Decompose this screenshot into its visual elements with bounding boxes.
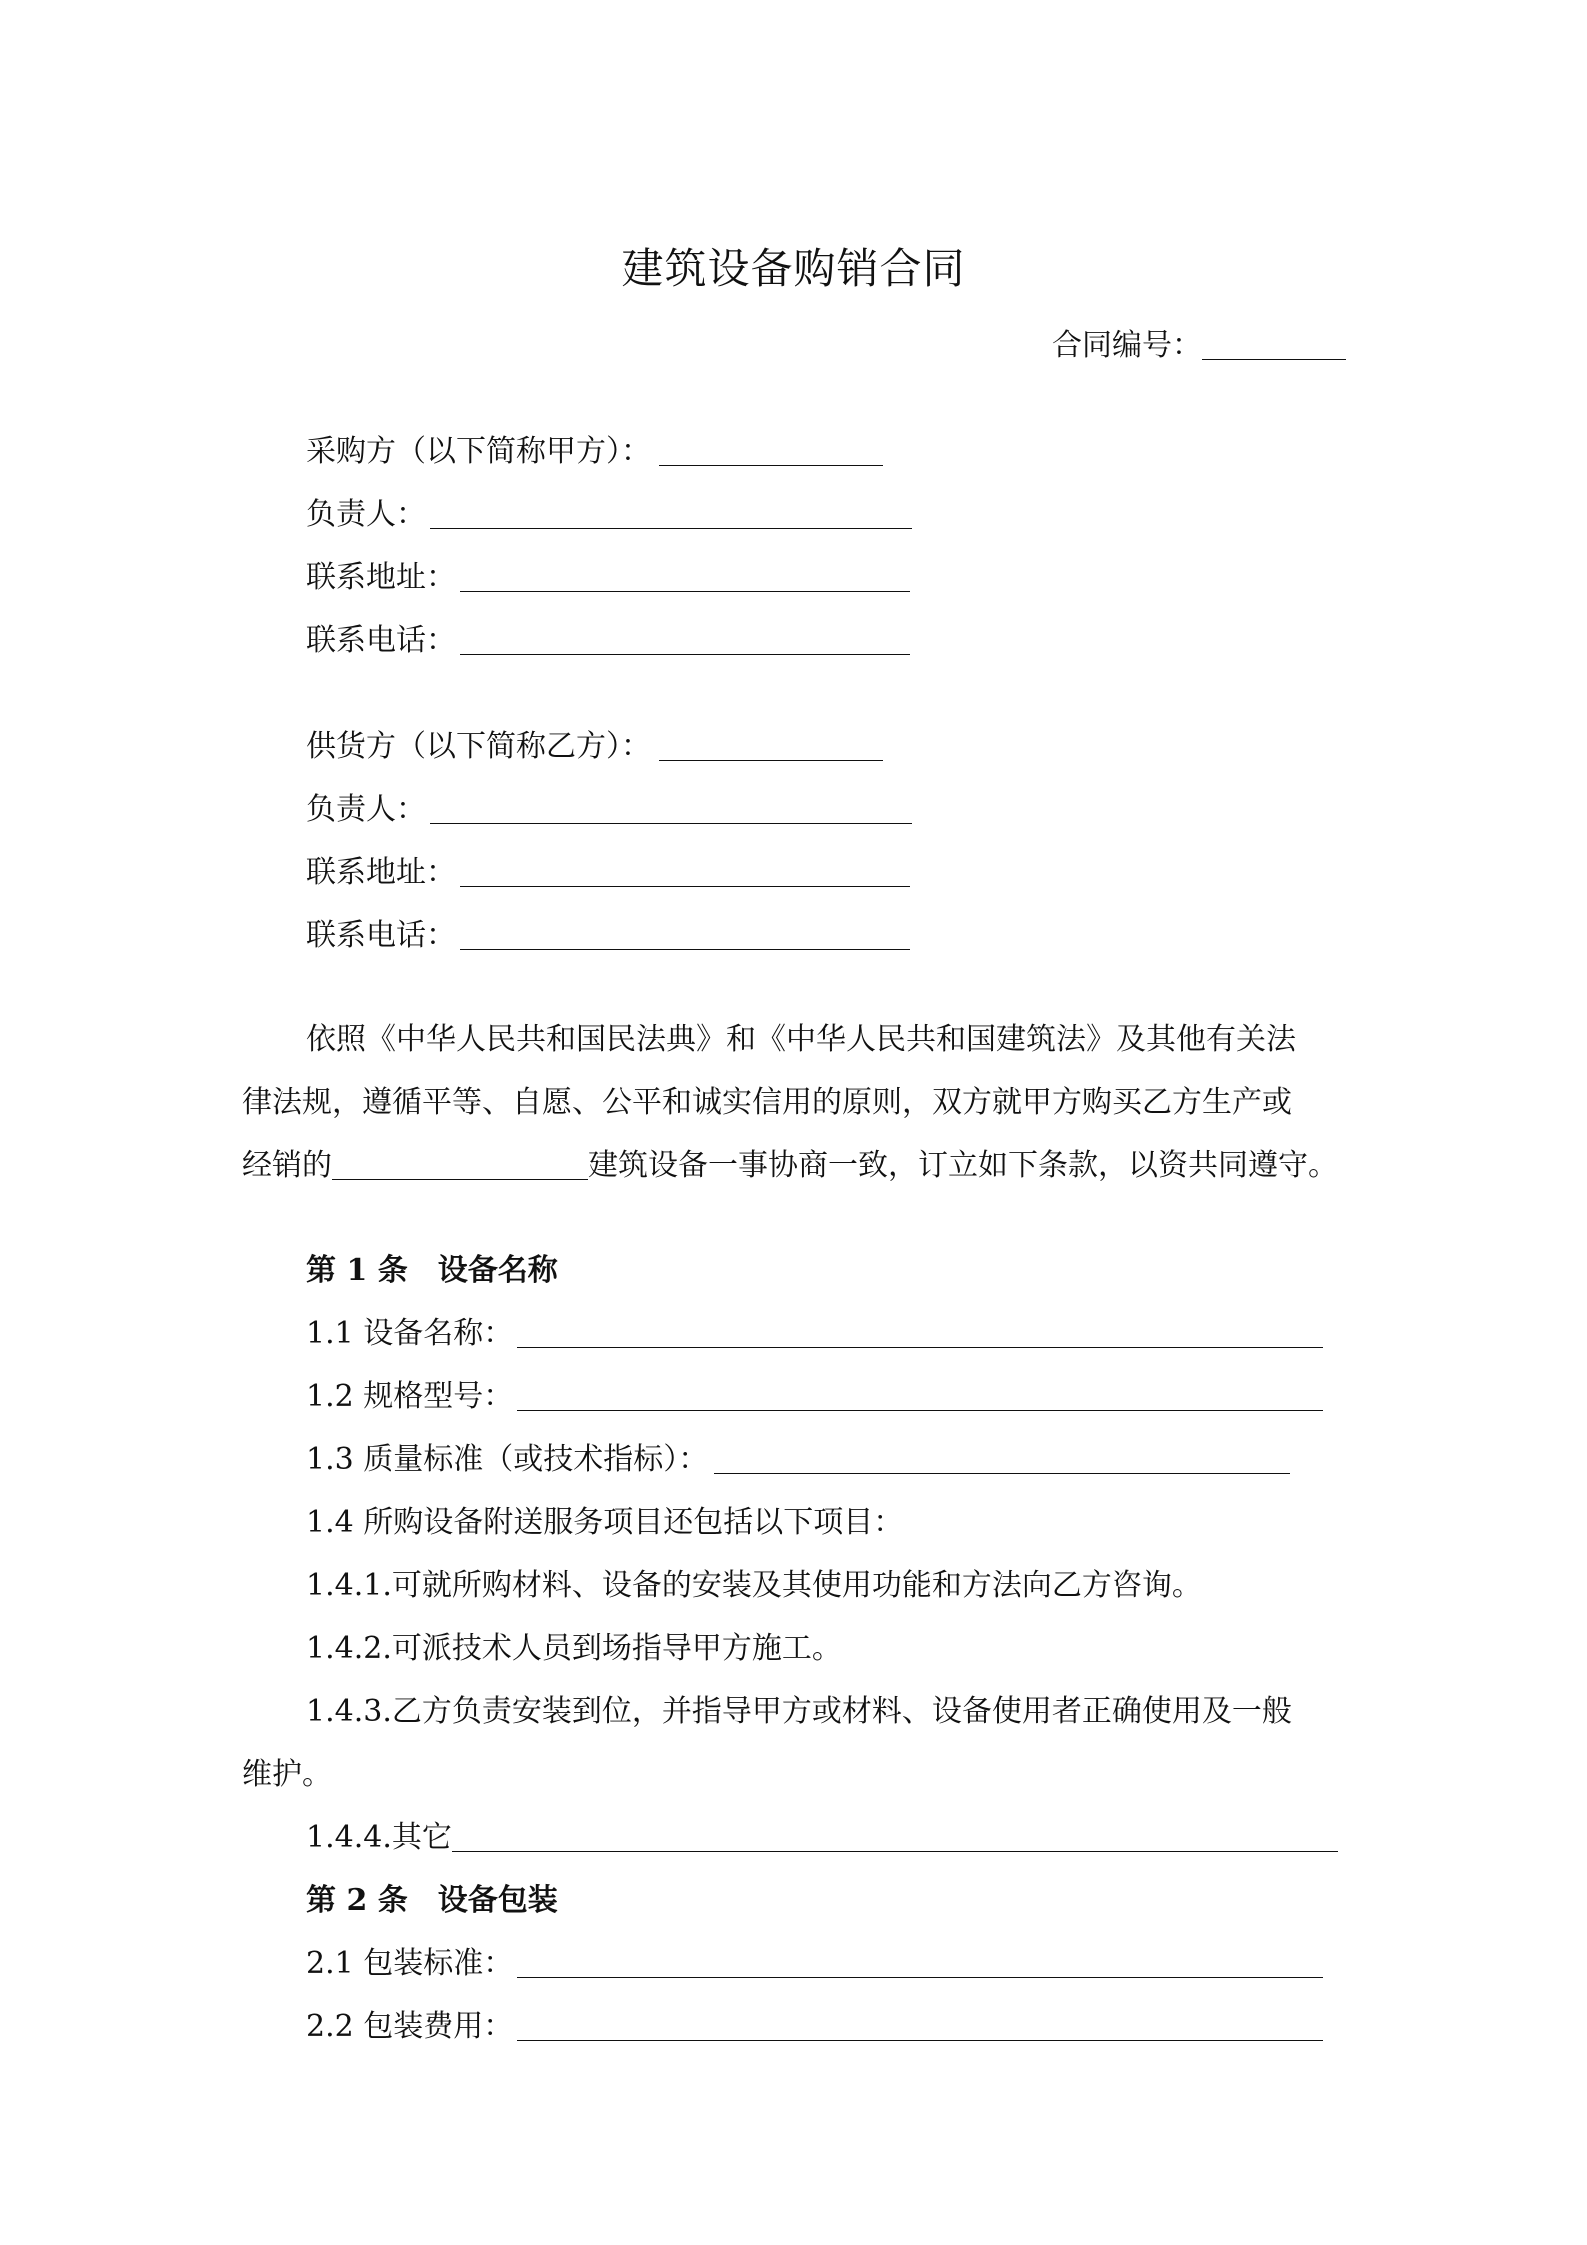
buyer-phone-row [306,619,910,663]
item-1-4-1: 1.4.1.可就所购材料、设备的安装及其使用功能和方法向乙方咨询。 [306,1568,1202,1603]
supplier-phone-row [306,914,910,958]
buyer-address-label: 联系地址： [306,560,456,595]
document-title: 建筑设备购销合同 [621,244,966,293]
buyer-person-label: 负责人： [306,497,426,532]
supplier-phone-label: 联系电话： [306,918,456,953]
intro-line-2: 律法规，遵循平等、自愿、公平和诚实信用的原则，双方就甲方购买乙方生产或 [242,1085,1292,1120]
equipment-name-blank[interactable] [517,1317,1323,1348]
buyer-party-row [306,430,883,474]
buyer-person-blank[interactable] [430,498,912,529]
item-1-4-4-label: 1.4.4.其它 [306,1820,452,1855]
buyer-party-blank[interactable] [659,435,883,466]
supplier-address-label: 联系地址： [306,855,456,890]
model-spec-blank[interactable] [517,1380,1323,1411]
item-1-2-row [306,1375,1323,1419]
item-1-1-label: 1.1 设备名称： [306,1316,514,1351]
intro-line-3 [242,1144,1338,1188]
item-2-1-label: 2.1 包装标准： [306,1946,514,1981]
supplier-address-row [306,851,910,895]
supplier-party-label: 供货方（以下简称乙方）： [306,729,651,764]
item-1-3-row [306,1438,1290,1482]
item-1-4-4-row [306,1816,1338,1860]
item-1-4-2: 1.4.2.可派技术人员到场指导甲方施工。 [306,1631,842,1666]
supplier-phone-blank[interactable] [460,919,910,950]
equipment-type-blank[interactable] [332,1149,588,1180]
intro-line-1: 依照《中华人民共和国民法典》和《中华人民共和国建筑法》及其他有关法 [306,1022,1296,1057]
item-1-4-3-line-2: 维护。 [242,1757,332,1792]
buyer-phone-blank[interactable] [460,624,910,655]
supplier-party-row [306,725,883,769]
article-2-heading: 第 2 条 设备包装 [306,1883,558,1918]
other-services-blank[interactable] [452,1821,1338,1852]
item-1-3-label: 1.3 质量标准（或技术指标）： [306,1442,709,1477]
intro-line-3-start: 经销的 [242,1148,332,1183]
supplier-person-label: 负责人： [306,792,426,827]
contract-number-blank[interactable] [1202,329,1346,360]
article-1-heading: 第 1 条 设备名称 [306,1253,558,1288]
packaging-cost-blank[interactable] [517,2010,1323,2041]
supplier-person-blank[interactable] [430,793,912,824]
quality-standard-blank[interactable] [714,1443,1290,1474]
intro-line-3-end: 建筑设备一事协商一致，订立如下条款，以资共同遵守。 [588,1148,1338,1183]
contract-number-label: 合同编号： [1052,328,1202,363]
item-1-1-row [306,1312,1323,1356]
packaging-standard-blank[interactable] [517,1947,1323,1978]
item-2-2-label: 2.2 包装费用： [306,2009,514,2044]
item-2-2-row [306,2005,1323,2049]
item-1-4-3-line-1: 1.4.3.乙方负责安装到位，并指导甲方或材料、设备使用者正确使用及一般 [306,1694,1292,1729]
contract-number-row [1052,324,1346,368]
supplier-address-blank[interactable] [460,856,910,887]
supplier-party-blank[interactable] [659,730,883,761]
item-1-2-label: 1.2 规格型号： [306,1379,514,1414]
buyer-address-blank[interactable] [460,561,910,592]
buyer-party-label: 采购方（以下简称甲方）： [306,434,651,469]
buyer-address-row [306,556,910,600]
buyer-person-row [306,493,912,537]
supplier-person-row [306,788,912,832]
buyer-phone-label: 联系电话： [306,623,456,658]
item-2-1-row [306,1942,1323,1986]
item-1-4: 1.4 所购设备附送服务项目还包括以下项目： [306,1505,904,1540]
